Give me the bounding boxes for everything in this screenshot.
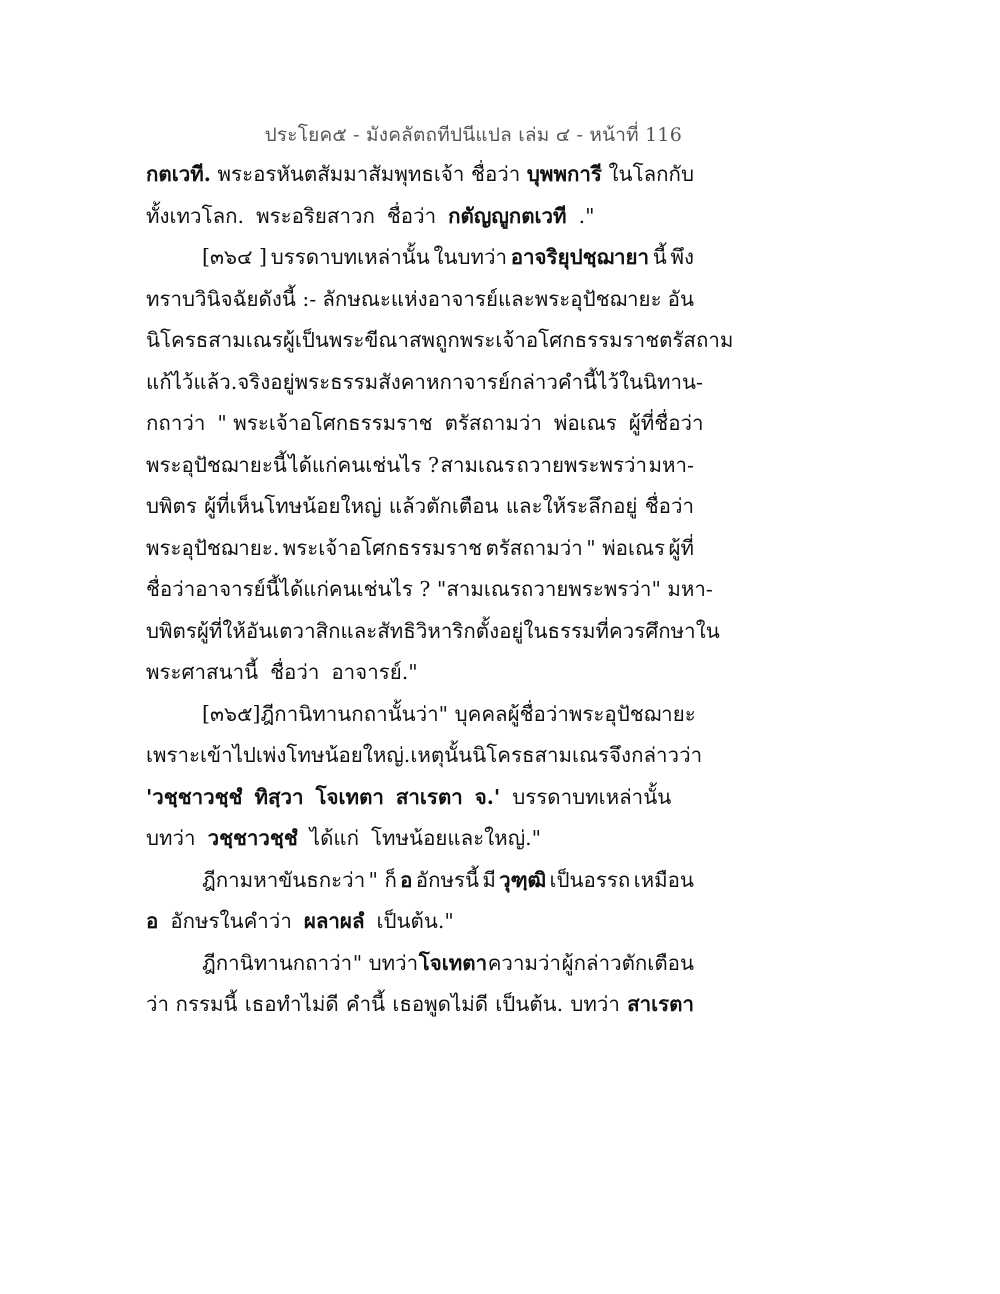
bold-term: อาจริยุปชฺฌายา bbox=[510, 245, 650, 269]
text-segment: พระธรรมสังคาหกาจารย์ bbox=[294, 369, 510, 394]
text-segment: ฎีกานิทานกถานั้นว่า bbox=[260, 701, 439, 726]
text-segment: บรรดาบทเหล่านั้น bbox=[512, 784, 672, 809]
text-segment: " ก็ bbox=[368, 867, 397, 892]
text-segment: แก้ไว้แล้ว. bbox=[146, 369, 238, 394]
text-segment: ในโลกกับ bbox=[608, 162, 694, 186]
text-segment: ตรัสถามว่า bbox=[444, 411, 542, 435]
text-segment: [๓๖๕] bbox=[202, 701, 261, 726]
bold-term: โจเทตา bbox=[315, 784, 384, 809]
text-segment: นิโครธสามเณร bbox=[472, 743, 610, 767]
text-line bbox=[146, 403, 704, 445]
text-segment: มหา- bbox=[648, 452, 694, 477]
text-segment: ชื่อว่า bbox=[386, 203, 437, 228]
text-segment: ฎีกานิทานกถาว่า bbox=[202, 950, 353, 975]
text-segment: ทราบวินิจฉัยดังนี้ :- bbox=[146, 286, 317, 311]
bold-term: วชฺชาวชฺชํ bbox=[207, 826, 298, 850]
text-segment: อัน bbox=[667, 286, 694, 311]
text-segment: ผู้ที่ให้อันเตวาสิกและสัทธิวิหาริกตั้งอยู่ในธรรมที่ควรศึกษาใน bbox=[196, 618, 720, 643]
bold-term: บุพพการี bbox=[526, 162, 602, 186]
text-segment: บรรดาบทเหล่านั้น bbox=[270, 245, 430, 269]
text-segment: พระอุปัชฌายะ bbox=[568, 701, 696, 726]
text-segment: ลักษณะแห่งอาจารย์และพระอุปัชฌายะ bbox=[322, 286, 662, 311]
text-segment: ได้แก่คนเช่นไร ? bbox=[288, 452, 440, 477]
text-segment: " พ่อเณร bbox=[586, 535, 666, 560]
text-segment: พระอริยสาวก bbox=[256, 203, 375, 228]
text-segment: " บทว่า bbox=[352, 950, 419, 975]
text-segment: เป็นต้น." bbox=[376, 909, 454, 933]
text-segment: พ่อเณร bbox=[553, 411, 617, 435]
text-segment: ชื่อว่า bbox=[644, 494, 694, 518]
text-segment: เธอทำไม่ดี bbox=[244, 992, 339, 1016]
text-segment: สามเณร bbox=[440, 452, 516, 477]
bold-term: 'วชฺชาวชฺชํ bbox=[146, 784, 243, 809]
text-segment: แล้วตักเตือน bbox=[388, 494, 499, 518]
bold-term: ทิสฺวา bbox=[254, 784, 304, 809]
text-segment: ถูกพระเจ้าอโศกธรรมราชตรัสถาม bbox=[434, 328, 734, 352]
text-line bbox=[146, 196, 694, 238]
text-line bbox=[146, 528, 694, 570]
text-segment: นี้ bbox=[652, 245, 667, 269]
text-line bbox=[146, 860, 694, 902]
body-text bbox=[146, 154, 734, 1026]
text-segment: เป็นอรรถ bbox=[549, 867, 631, 892]
bold-term: อ bbox=[146, 909, 159, 933]
text-segment: ถวายพระพรว่า bbox=[520, 577, 652, 601]
text-segment: และให้ระลึกอยู่ bbox=[505, 494, 638, 518]
text-segment: ถวายพระพรว่า bbox=[516, 452, 648, 477]
text-line bbox=[146, 694, 694, 736]
text-line bbox=[146, 777, 694, 819]
text-segment: ฎีกามหาขันธกะว่า bbox=[202, 867, 366, 892]
bold-term: จ.' bbox=[474, 784, 501, 809]
text-segment: พระอรหันตสัมมาสัมพุทธเจ้า bbox=[217, 162, 465, 186]
text-line bbox=[146, 652, 694, 694]
text-segment: พระอุปัชฌายะ. bbox=[146, 535, 280, 560]
bold-term: วุฑฺฒิ bbox=[499, 867, 547, 892]
text-segment: อาจารย์." bbox=[331, 660, 418, 684]
bold-term: กตัญญูกตเวที bbox=[448, 203, 567, 228]
text-segment: ได้แก่ bbox=[309, 826, 360, 850]
text-segment: สามเณร bbox=[446, 577, 521, 601]
text-segment: ชื่อว่าอาจารย์นี้ bbox=[146, 577, 280, 601]
text-segment: ผู้ที่ bbox=[668, 535, 694, 560]
text-segment: พระศาสนานี้ bbox=[146, 660, 259, 684]
text-segment: ." bbox=[578, 203, 595, 228]
text-line bbox=[146, 984, 694, 1026]
text-segment: พระเจ้าอโศกธรรมราช bbox=[282, 535, 483, 560]
text-segment: " บุคคลผู้ชื่อว่า bbox=[438, 701, 569, 726]
bold-term: โจเทตา bbox=[418, 950, 488, 975]
text-line bbox=[146, 486, 694, 528]
text-line bbox=[146, 154, 694, 196]
text-segment: ความว่า bbox=[487, 950, 561, 975]
text-line bbox=[146, 362, 703, 404]
text-segment: นิโครธสามเณรผู้เป็นพระขีณาสพ bbox=[146, 328, 435, 352]
text-line bbox=[146, 611, 720, 653]
text-segment: เธอพูดไม่ดี bbox=[392, 992, 489, 1016]
text-line bbox=[146, 237, 694, 279]
text-segment: ชื่อว่า bbox=[270, 660, 320, 684]
text-segment: " มหา- bbox=[651, 577, 713, 601]
text-segment: จึงกล่าวว่า bbox=[609, 743, 703, 767]
text-segment: เป็นต้น. bbox=[495, 992, 564, 1016]
text-segment: จริงอยู่ bbox=[237, 369, 295, 394]
text-segment: คำนี้ bbox=[345, 992, 386, 1016]
bold-term: สาเรตา bbox=[395, 784, 463, 809]
text-segment: กล่าวคำนี้ไว้ในนิทาน- bbox=[509, 369, 703, 394]
text-segment: ว่า กรรมนี้ bbox=[146, 992, 238, 1016]
text-segment: ตรัสถามว่า bbox=[485, 535, 583, 560]
text-segment: ผู้ที่เห็นโทษน้อยใหญ่ bbox=[204, 494, 382, 518]
text-line bbox=[146, 901, 694, 943]
text-segment: โทษน้อยและใหญ่." bbox=[371, 826, 542, 850]
bold-term: อ bbox=[400, 867, 413, 892]
text-segment: มี bbox=[482, 867, 496, 892]
text-line bbox=[146, 943, 694, 985]
text-segment: " พระเจ้าอโศกธรรมราช bbox=[217, 411, 433, 435]
text-segment: เพราะเข้าไปเพ่งโทษน้อยใหญ่. bbox=[146, 743, 411, 767]
text-segment: ผู้ที่ชื่อว่า bbox=[628, 411, 704, 435]
text-segment: อักษรนี้ bbox=[415, 867, 480, 892]
text-line bbox=[146, 735, 703, 777]
text-line bbox=[146, 320, 734, 362]
text-segment: กถาว่า bbox=[146, 411, 206, 435]
text-segment: บทว่า bbox=[146, 826, 196, 850]
page-header: ประโยค๕ - มังคลัตถทีปนีแปล เล่ม ๔ - หน้าที่ 116 bbox=[264, 124, 682, 146]
text-segment: ชื่อว่า bbox=[471, 162, 521, 186]
text-segment: เหมือน bbox=[633, 867, 694, 892]
text-line bbox=[146, 818, 694, 860]
text-segment: เหตุนั้น bbox=[410, 743, 473, 767]
text-line bbox=[146, 569, 713, 611]
text-segment: บพิตร bbox=[146, 618, 197, 643]
bold-term: สาเรตา bbox=[627, 992, 694, 1016]
text-segment: [๓๖๔ ] bbox=[202, 245, 268, 269]
text-segment: ผู้กล่าวตักเตือน bbox=[561, 950, 694, 975]
text-segment: พึง bbox=[670, 245, 694, 269]
text-segment: อักษรในคำว่า bbox=[170, 909, 292, 933]
text-segment: บทว่า bbox=[570, 992, 620, 1016]
bold-term: กตเวที. bbox=[146, 162, 211, 186]
text-line bbox=[146, 445, 694, 487]
text-line bbox=[146, 279, 694, 321]
text-segment: ในบทว่า bbox=[433, 245, 508, 269]
text-segment: พระอุปัชฌายะนี้ bbox=[146, 452, 287, 477]
text-segment: ทั้งเทวโลก. bbox=[146, 203, 245, 228]
bold-term: ผลาผลํ bbox=[303, 909, 365, 933]
text-segment: บพิตร bbox=[146, 494, 197, 518]
text-segment: ได้แก่คนเช่นไร ? " bbox=[279, 577, 447, 601]
